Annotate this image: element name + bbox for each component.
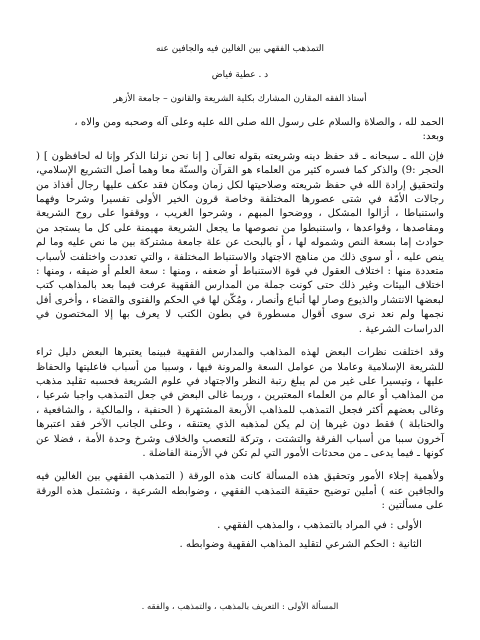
list-item-first: الأولى : في المراد بالتمذهب ، والمذهب الفقهي .: [217, 519, 422, 531]
paragraph-2: وقد اختلفت نظرات البعض لهذه المذاهب والمدارس الفقهية فبينما يعتبرها البعض دليل ثراء للشريعة الإسلامية وعاملا من عوامل السعة والمرونة فيها ، وسببا من أسباب فاعليتها والحفاظ عليها ، وتيسيرا على غير من لم يبلغ رتبة النظر والاجتهاد في علوم الشريعة فحسبه تقليد مذهب من المذاهب أو عالم من العلماء المعتبرين ، وربما غالى البعض في جعل التمذهب واجبا شرعيا ، وغالى بعضهم أكثر فجعل التمذهب للمذاهب الأربعة المشتهرة ( الحنفية ، والمالكية ، والشافعية ، والحنابلة ) فقط دون غيرها إن لم يكن لمذهبه الذي يعتنقه ، وعلى الجانب الآخر فقد اعتبرها آخرون سببا من أسباب الفرقة والتشتت ، وتركة للتعصب والخلاف وشرخ وحدة الأمة ، فضلا عن كونها ـ فيما يدعى ـ من محدثات الأمور التي لم تكن في الأزمنة الفاضلة .: [36, 347, 444, 459]
page-footer-heading: المسألة الأولى : التعريف بالمذهب ، والتمذهب ، والفقه .: [141, 602, 339, 612]
paragraph-3: ولأهمية إجلاء الأمور وتحقيق هذه المسألة كانت هذه الورقة ( التمذهب الفقهي بين الغالين فيه والجافين عنه ) أملين توضيح حقيقة التمذهب الفقهي ، وضوابطه الشرعية ، وتشتمل هذه الورقة على مسألتين :: [36, 471, 444, 512]
spacer: [36, 461, 444, 470]
paragraph-1: فإن الله ـ سبحانه ـ قد حفظ دينه وشريعته بقوله تعالى [ إنا نحن نزلنا الذكر وإنا له لحافظون ] ( الحجر :9) والذكر كما فسره كثير من العلماء هو القرآن والسنّة معا وهما أصل التشريع الإسلامي، ولتحقيق إرادة الله في حفظ شريعته وصلاحيتها لكل زمان ومكان فقد عكف عليها رجال أفذاذ من رجالات الأمّة في شتى عصورها المختلفة وخاصة قرون الخير الأولى تفسيرا وشرحا وفهما واستنباطا ، أزالوا المشكل ، ووضحوا المبهم ، وشرحوا الغريب ، ووقفوا على روح الشريعة ومقاصدها ، وقواعدها ، واستنبطوا من نصوصها ما يجعل الشريعة مهيمنة على كل ما يستجد من حوادث إما بسعة النص وشموله لها ، أو بالبحث عن علة جامعة مشتركة بين ما نص عليه وما لم ينص عليه ، أو سوى ذلك من مناهج الاجتهاد والاستنباط المختلفة ، والتي تعددت واختلفت لأسباب متعددة منها : اختلاف العقول في قوة الاستنباط أو ضعفه ، ومنها : سعة العلم أو ضيقه ، ومنها : اختلاف البيئات وغير ذلك حتى كونت جملة من المدارس الفقهية عرفت فيما بعد بالمذاهب كتب لبعضها الانتشار والذيوع وصار لها أتباع وأنصار ، ومُكّن لها في الحكم والفتوى والقضاء ، وأخرى أفل نجمها ولم نعد نرى سوى أقوال مسطورة في بطون الكتب لا يعرف بها إلا المختصون في الدراسات الشرعية .: [36, 150, 445, 335]
author-name: د . عطية فياض: [211, 70, 269, 80]
author-affiliation: أستاذ الفقه المقارن المشارك بكلية الشريعة والقانون – جامعة الأزهر: [113, 94, 367, 104]
document-title: التمذهب الفقهي بين الغالين فيه والجافين عنه: [155, 44, 325, 54]
list-item-second: الثانية : الحكم الشرعي لتقليد المذاهب الفقهية وضوابطه .: [179, 538, 422, 550]
after-opening: وبعد:: [422, 131, 444, 143]
spacer: [36, 337, 444, 346]
opening-line: الحمد لله ، والصلاة والسلام على رسول الله صلى الله عليه وعلى آله وصحبه ومن والاه ،: [74, 117, 444, 128]
